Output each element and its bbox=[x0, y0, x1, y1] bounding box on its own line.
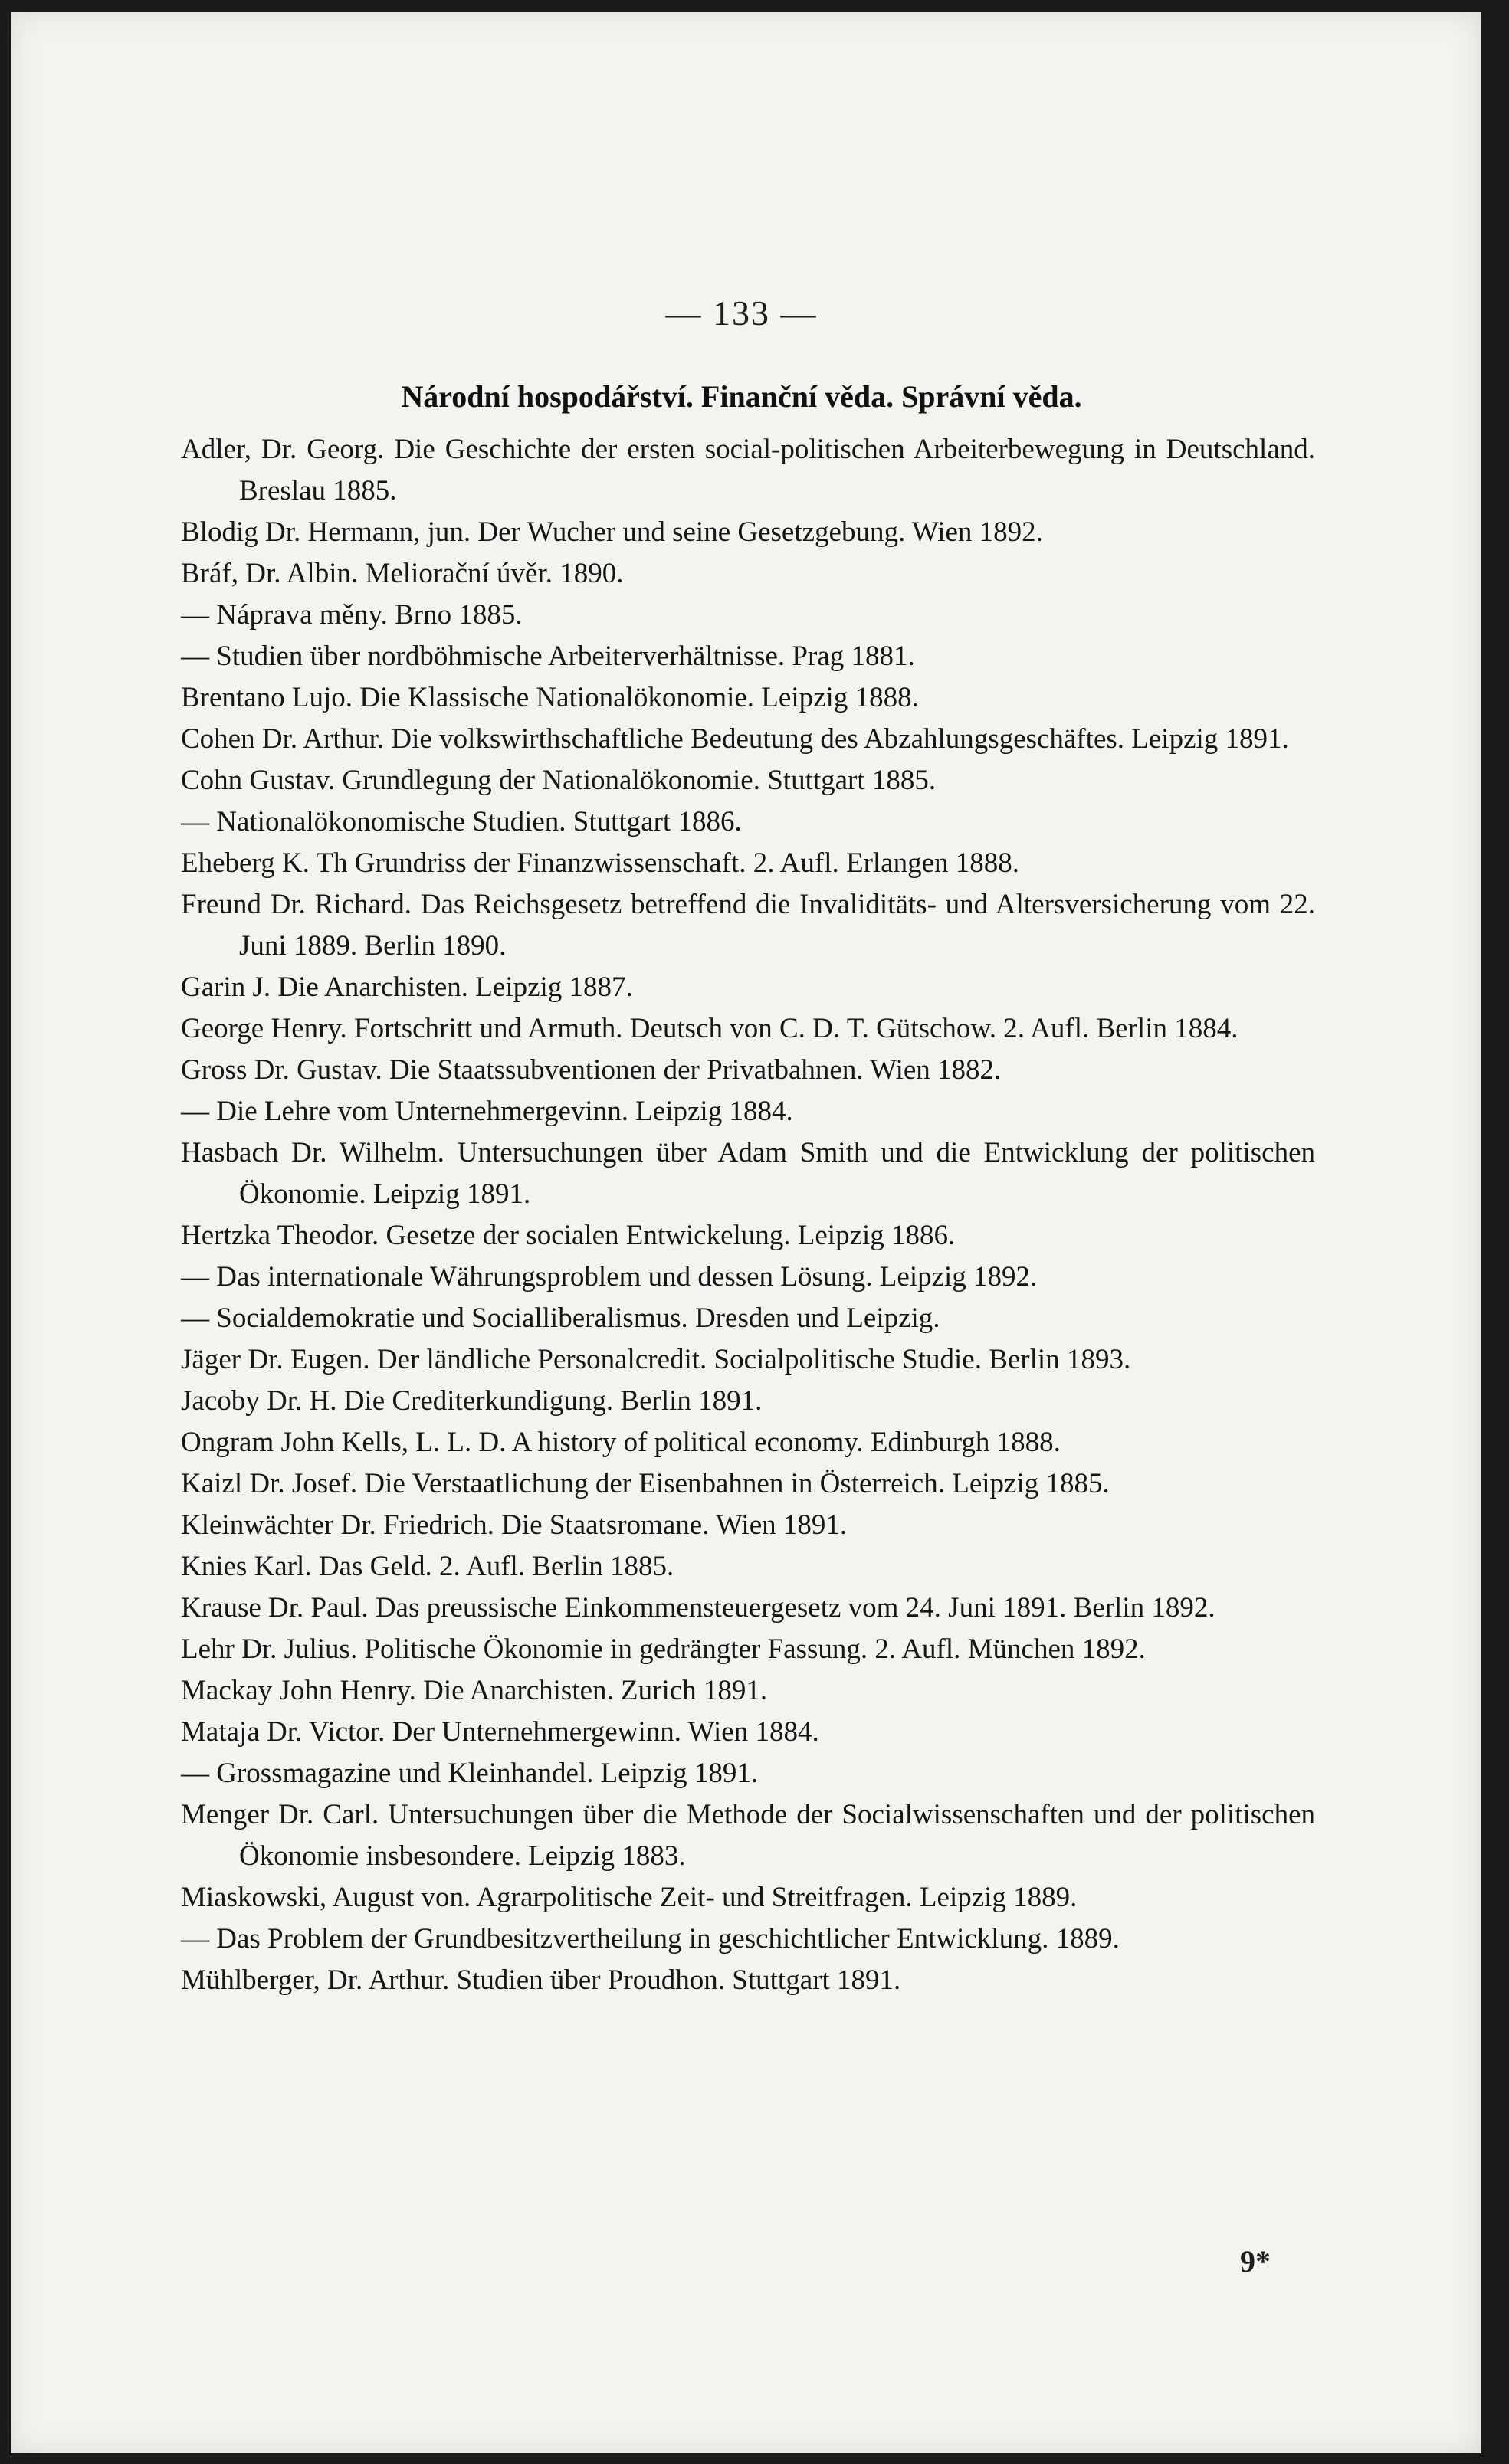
bibliography-entry: Hertzka Theodor. Gesetze der socialen Entwickelung. Leipzig 1886. bbox=[181, 1220, 956, 1251]
page-number: — 133 — bbox=[665, 293, 818, 333]
bibliography-entry: Adler, Dr. Georg. Die Geschichte der ersten social-politischen Arbeiterbewegung in Deutschland. Breslau 1885. bbox=[181, 434, 1315, 506]
bibliography-entry: — Studien über nordböhmische Arbeiterverhältnisse. Prag 1881. bbox=[181, 641, 915, 672]
bibliography-entry: Brentano Lujo. Die Klassische Nationalökonomie. Leipzig 1888. bbox=[181, 682, 919, 713]
bibliography-list bbox=[181, 429, 1315, 2001]
bibliography-entry: — Das internationale Währungsproblem und dessen Lösung. Leipzig 1892. bbox=[181, 1261, 1038, 1293]
bibliography-entry: Eheberg K. Th Grundriss der Finanzwissenschaft. 2. Aufl. Erlangen 1888. bbox=[181, 847, 1020, 879]
bibliography-entry: Blodig Dr. Hermann, jun. Der Wucher und seine Gesetzgebung. Wien 1892. bbox=[181, 516, 1043, 548]
bibliography-entry: Hasbach Dr. Wilhelm. Untersuchungen über Adam Smith und die Entwicklung der politischen Ökonomie. Leipzig 1891. bbox=[181, 1137, 1315, 1210]
signature-mark: 9* bbox=[1240, 2244, 1271, 2279]
bibliography-entry: — Nationalökonomische Studien. Stuttgart 1886. bbox=[181, 806, 742, 837]
bibliography-entry: — Náprava měny. Brno 1885. bbox=[181, 599, 523, 631]
bibliography-entry: Menger Dr. Carl. Untersuchungen über die Methode der Socialwissenschaften und der politischen Ökonomie insbesondere. Leipzig 1883. bbox=[181, 1799, 1315, 1872]
bibliography-entry: Bráf, Dr. Albin. Meliorační úvěr. 1890. bbox=[181, 558, 624, 589]
bibliography-entry: — Die Lehre vom Unternehmergevinn. Leipzig 1884. bbox=[181, 1096, 793, 1127]
bibliography-entry: — Socialdemokratie und Socialliberalismus. Dresden und Leipzig. bbox=[181, 1302, 940, 1334]
bibliography-entry: Knies Karl. Das Geld. 2. Aufl. Berlin 1885. bbox=[181, 1551, 674, 1582]
bibliography-entry: Garin J. Die Anarchisten. Leipzig 1887. bbox=[181, 972, 633, 1003]
bibliography-entry: Cohen Dr. Arthur. Die volkswirthschaftliche Bedeutung des Abzahlungsgeschäftes. Leipzig 1891. bbox=[181, 723, 1289, 755]
bibliography-entry: — Grossmagazine und Kleinhandel. Leipzig 1891. bbox=[181, 1758, 759, 1789]
bibliography-entry: — Das Problem der Grundbesitzvertheilung in geschichtlicher Entwicklung. 1889. bbox=[181, 1923, 1120, 1954]
bibliography-entry: Mühlberger, Dr. Arthur. Studien über Proudhon. Stuttgart 1891. bbox=[181, 1964, 901, 1996]
bibliography-entry: Mataja Dr. Victor. Der Unternehmergewinn. Wien 1884. bbox=[181, 1716, 819, 1748]
bibliography-entry: Cohn Gustav. Grundlegung der Nationalökonomie. Stuttgart 1885. bbox=[181, 765, 937, 796]
bibliography-entry: Ongram John Kells, L. L. D. A history of political economy. Edinburgh 1888. bbox=[181, 1427, 1061, 1458]
bibliography-entry: Gross Dr. Gustav. Die Staatssubventionen der Privatbahnen. Wien 1882. bbox=[181, 1054, 1002, 1086]
bibliography-entry: Jäger Dr. Eugen. Der ländliche Personalcredit. Socialpolitische Studie. Berlin 1893. bbox=[181, 1344, 1131, 1375]
bibliography-entry: Mackay John Henry. Die Anarchisten. Zurich 1891. bbox=[181, 1675, 768, 1706]
bibliography-entry: George Henry. Fortschritt und Armuth. Deutsch von C. D. T. Gütschow. 2. Aufl. Berlin 1884. bbox=[181, 1013, 1238, 1044]
bibliography-entry: Krause Dr. Paul. Das preussische Einkommensteuergesetz vom 24. Juni 1891. Berlin 1892. bbox=[181, 1592, 1215, 1624]
bibliography-entry: Freund Dr. Richard. Das Reichsgesetz betreffend die Invaliditäts- und Altersversicherung vom 22. Juni 1889. Berlin 1890. bbox=[181, 889, 1315, 962]
bibliography-entry: Lehr Dr. Julius. Politische Ökonomie in gedrängter Fassung. 2. Aufl. München 1892. bbox=[181, 1633, 1146, 1665]
bibliography-entry: Kleinwächter Dr. Friedrich. Die Staatsromane. Wien 1891. bbox=[181, 1509, 848, 1541]
bibliography-entry: Jacoby Dr. H. Die Crediterkundigung. Berlin 1891. bbox=[181, 1385, 763, 1417]
bibliography-entry: Kaizl Dr. Josef. Die Verstaatlichung der Eisenbahnen in Österreich. Leipzig 1885. bbox=[181, 1468, 1110, 1499]
bibliography-entry: Miaskowski, August von. Agrarpolitische Zeit- und Streitfragen. Leipzig 1889. bbox=[181, 1882, 1078, 1913]
section-heading: Národní hospodářství. Finanční věda. Správní věda. bbox=[401, 379, 1082, 414]
